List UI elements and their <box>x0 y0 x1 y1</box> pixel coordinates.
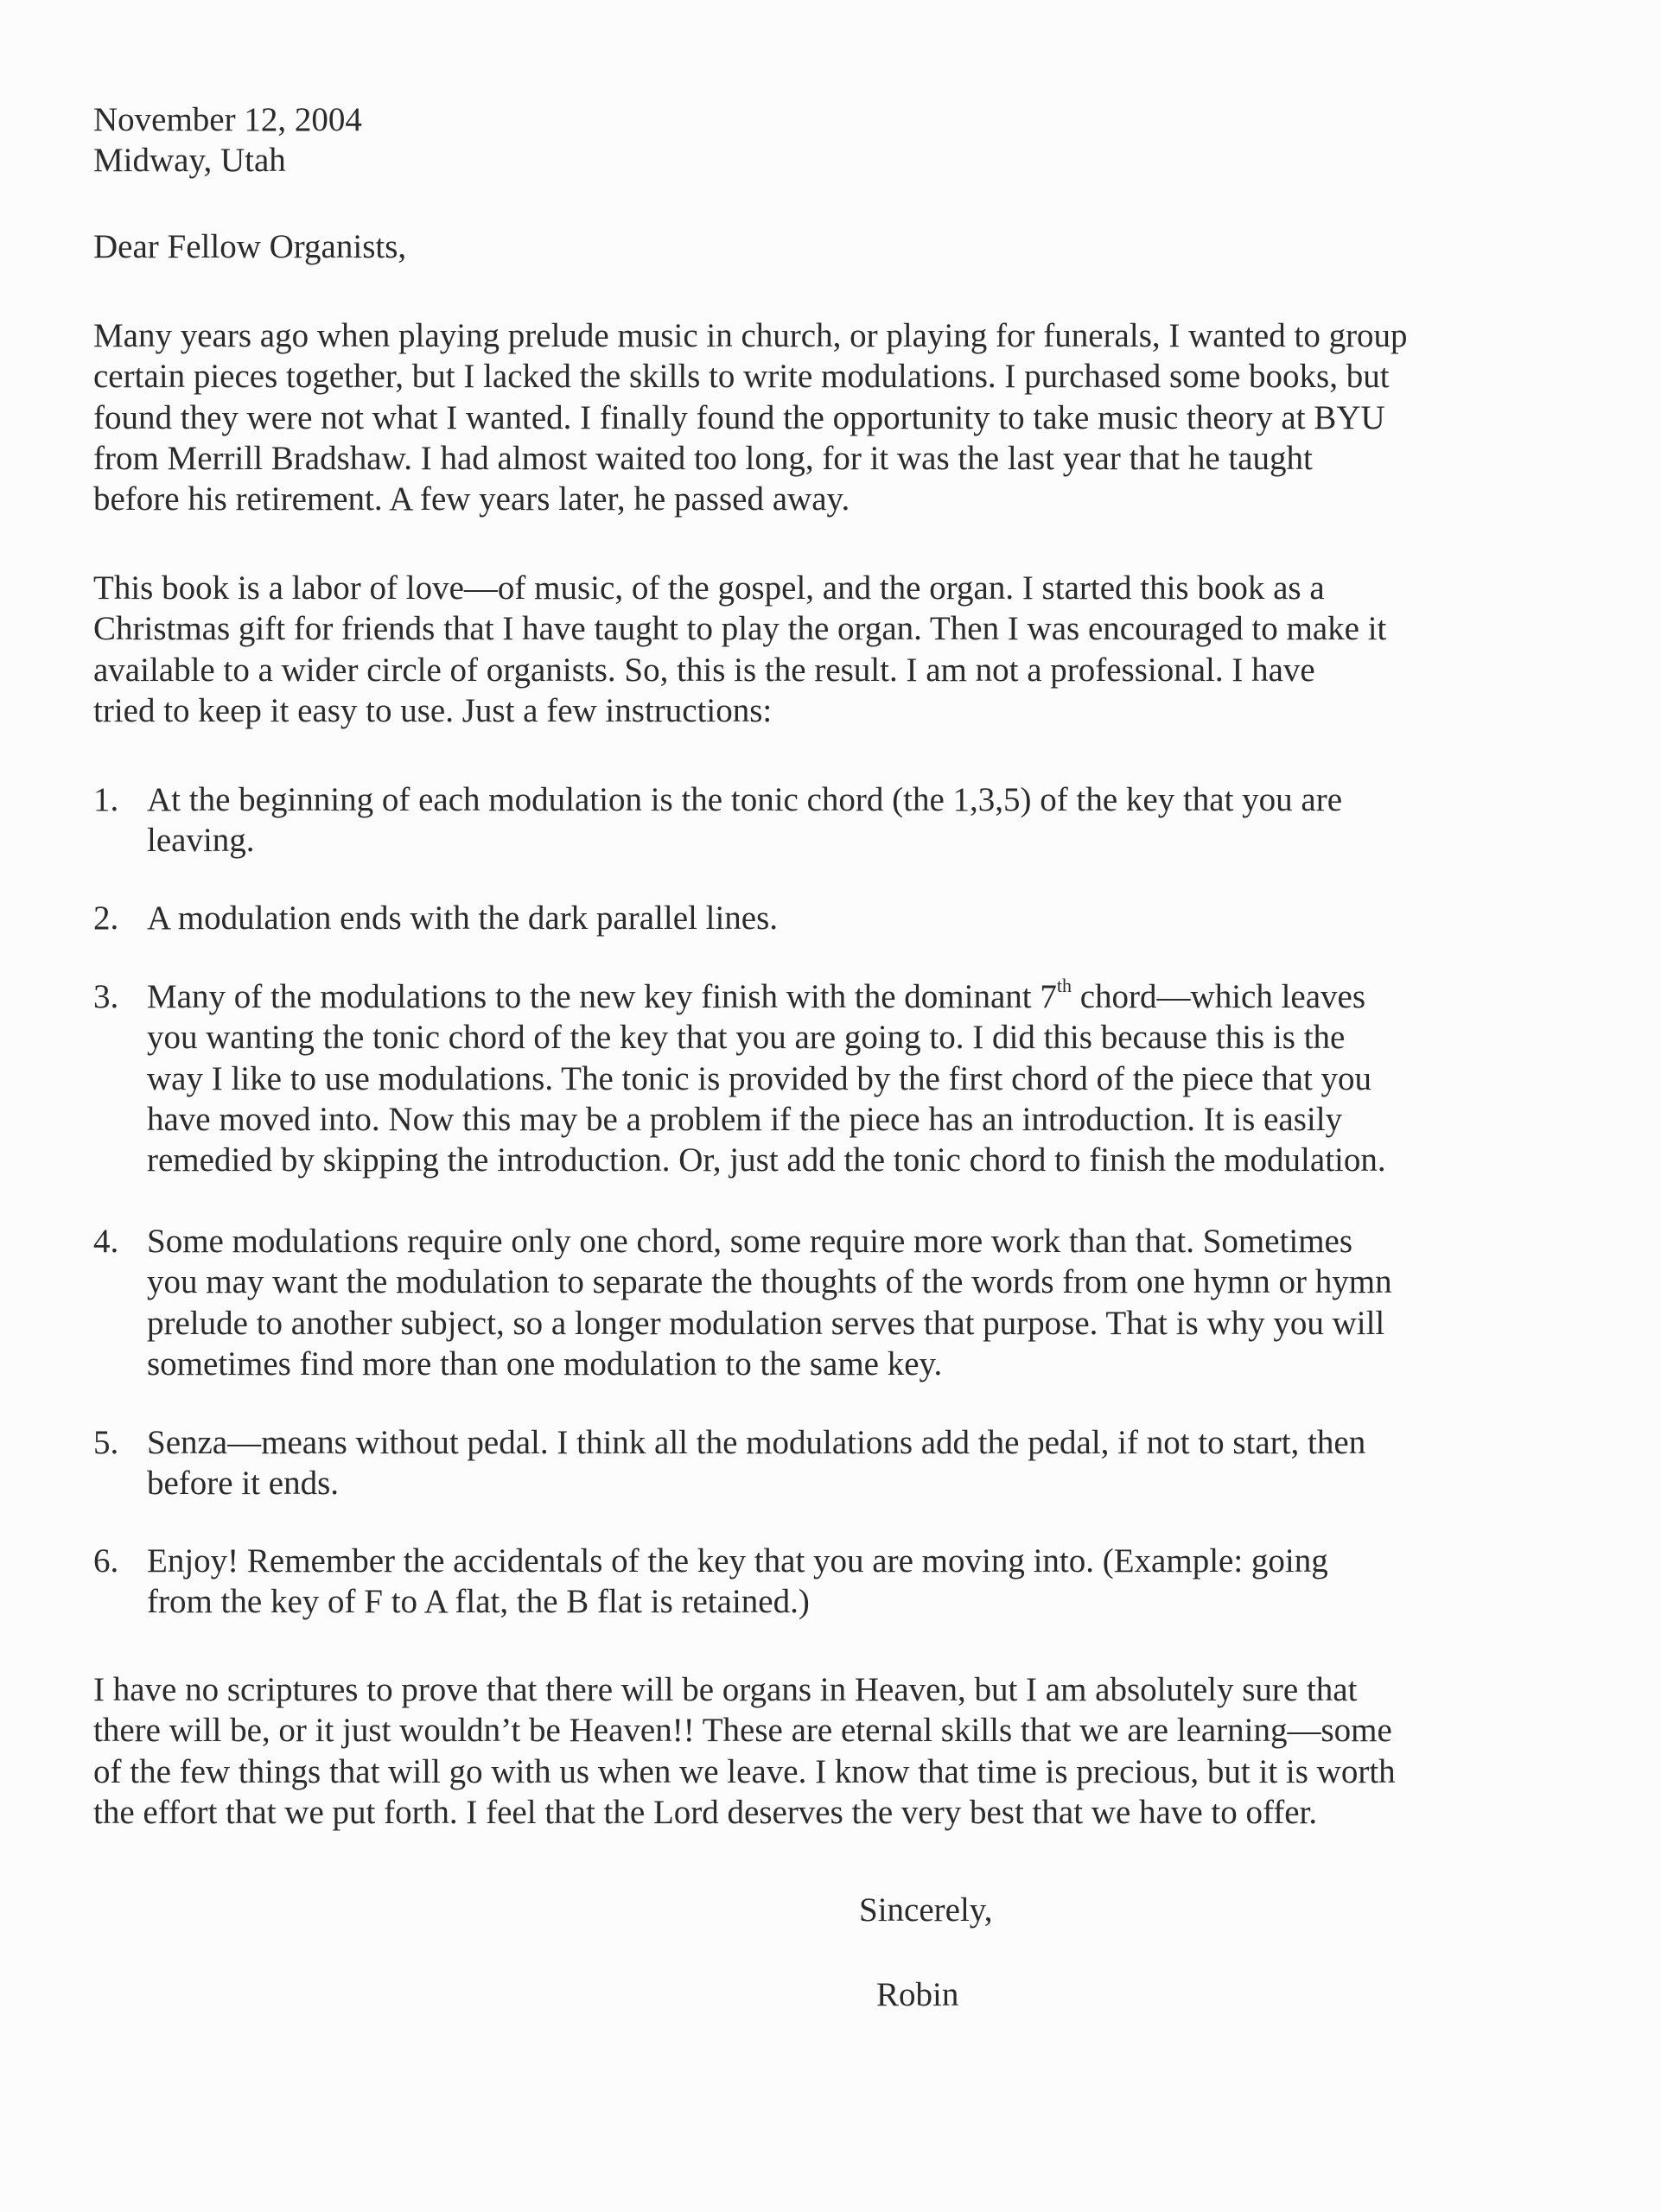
list-line: Enjoy! Remember the accidentals of the key that you are moving into. (Example: going <box>147 1542 1328 1580</box>
list-line: sometimes find more than one modulation to the same key. <box>147 1344 943 1382</box>
paragraph-line: found they were not what I wanted. I finally found the opportunity to take music theory at BYU <box>93 398 1385 436</box>
salutation-text: Dear Fellow Organists, <box>93 228 407 265</box>
salutation <box>93 226 406 267</box>
superscript-th: th <box>1056 975 1072 996</box>
list-number: 6. <box>93 1542 119 1580</box>
paragraph-2 <box>93 568 1386 731</box>
letter-header <box>93 99 362 181</box>
list-number: 3. <box>93 978 119 1015</box>
list-line: you wanting the tonic chord of the key that you are going to. I did this because this is the <box>147 1019 1346 1057</box>
list-line: Some modulations require only one chord, some require more work than that. Sometimes <box>147 1223 1353 1260</box>
valediction: Sincerely, <box>859 1891 993 1929</box>
paragraph-line: Christmas gift for friends that I have taught to play the organ. Then I was encouraged to make it <box>93 610 1387 648</box>
list-number: 2. <box>93 899 119 937</box>
paragraph-line: there will be, or it just wouldn’t be Heaven!! These are eternal skills that we are learning—some <box>93 1712 1392 1750</box>
paragraph-line: the effort that we put forth. I feel that the Lord deserves the very best that we have to offer. <box>93 1793 1318 1831</box>
paragraph-line: before his retirement. A few years later, he passed away. <box>93 480 850 518</box>
list-line-text: chord—which leaves <box>1071 978 1366 1015</box>
signature: Robin <box>876 1976 959 2013</box>
list-line: way I like to use modulations. The tonic is provided by the first chord of the piece that you <box>147 1059 1372 1097</box>
paragraph-1 <box>93 315 1408 519</box>
list-number: 4. <box>93 1223 119 1260</box>
list-number: 1. <box>93 781 119 818</box>
paragraph-line: Many years ago when playing prelude music in church, or playing for funerals, I wanted to group <box>93 317 1408 354</box>
paragraph-line: This book is a labor of love—of music, of the gospel, and the organ. I started this book as a <box>93 569 1325 607</box>
closing-paragraph <box>93 1669 1396 1833</box>
list-line: A modulation ends with the dark parallel lines. <box>147 899 779 937</box>
paragraph-line: I have no scriptures to prove that there will be organs in Heaven, but I am absolutely sure that <box>93 1671 1358 1708</box>
letter-date: November 12, 2004 <box>93 101 362 138</box>
letter-place: Midway, Utah <box>93 142 286 180</box>
paragraph-line: from Merrill Bradshaw. I had almost waited too long, for it was the last year that he taught <box>93 439 1313 477</box>
paragraph-line: available to a wider circle of organists. So, this is the result. I am not a professional. I have <box>93 651 1315 689</box>
paragraph-line: tried to keep it easy to use. Just a few instructions: <box>93 691 773 729</box>
list-number: 5. <box>93 1424 119 1461</box>
list-line: you may want the modulation to separate the thoughts of the words from one hymn or hymn <box>147 1263 1392 1301</box>
paragraph-line: certain pieces together, but I lacked the skills to write modulations. I purchased some books, but <box>93 358 1390 396</box>
list-line: have moved into. Now this may be a problem if the piece has an introduction. It is easily <box>147 1100 1343 1138</box>
list-line: Senza—means without pedal. I think all the modulations add the pedal, if not to start, then <box>147 1424 1366 1461</box>
list-line: At the beginning of each modulation is the tonic chord (the 1,3,5) of the key that you are <box>147 781 1343 818</box>
list-line: from the key of F to A flat, the B flat is retained.) <box>147 1583 810 1621</box>
list-line: remedied by skipping the introduction. Or, just add the tonic chord to finish the modulation. <box>147 1141 1386 1179</box>
list-line: prelude to another subject, so a longer modulation serves that purpose. That is why you will <box>147 1304 1385 1342</box>
list-line <box>147 976 1386 1017</box>
list-line-text: Many of the modulations to the new key finish with the dominant 7 <box>147 978 1057 1015</box>
list-line: before it ends. <box>147 1465 340 1503</box>
paragraph-line: of the few things that will go with us when we leave. I know that time is precious, but it is worth <box>93 1752 1396 1790</box>
list-line: leaving. <box>147 822 255 860</box>
